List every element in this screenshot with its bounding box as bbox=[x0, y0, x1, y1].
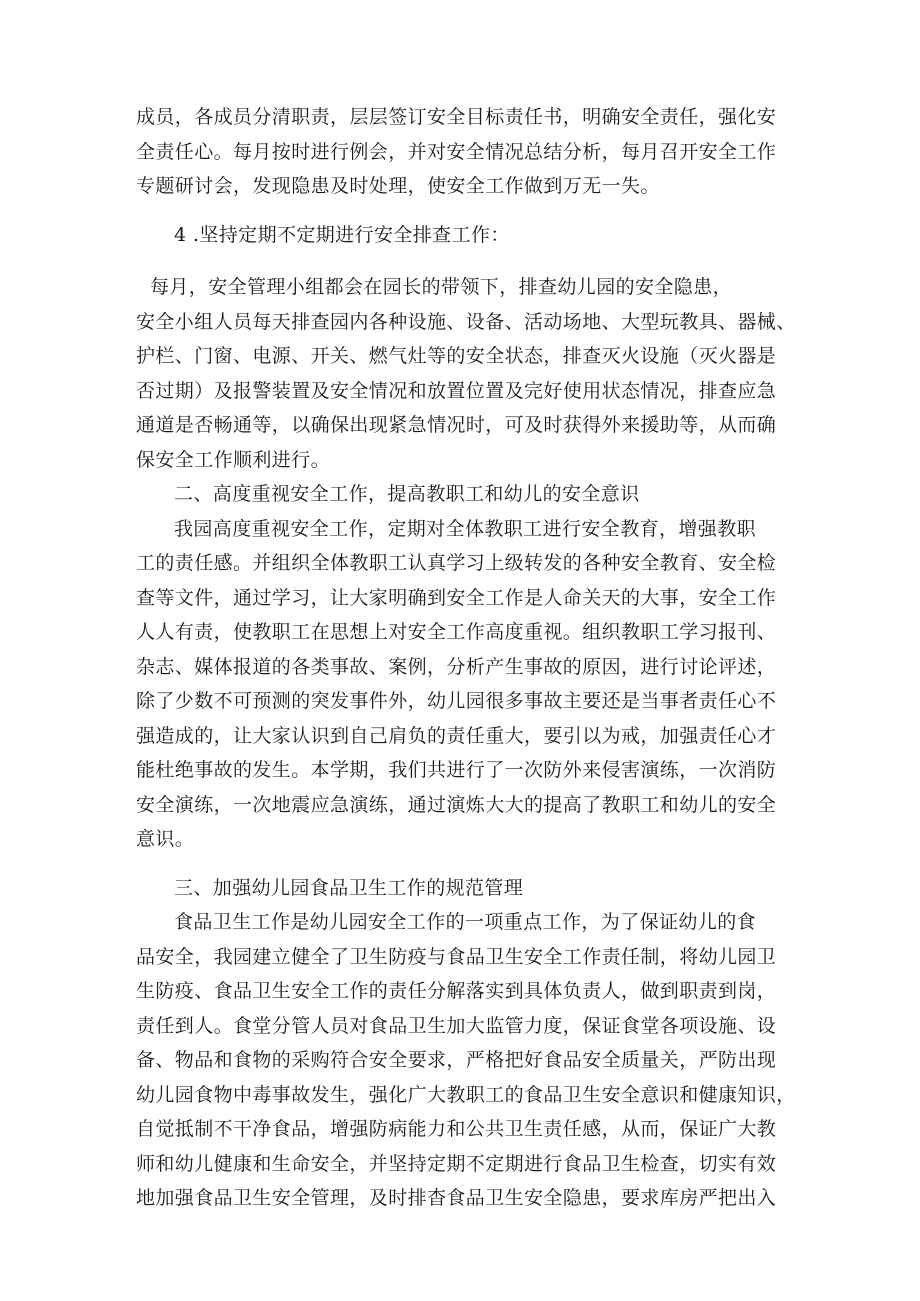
section-heading-2: 二、高度重视安全工作，提高教职工和幼儿的安全意识 bbox=[174, 483, 640, 505]
text-line: 备、物品和食物的采购符合安全要求，严格把好食品安全质量关，严防出现 bbox=[136, 1049, 777, 1071]
text-line: 地加强食品卫生安全管理，及时排杳食品卫生安全隐患，要求库房严把出入 bbox=[136, 1187, 777, 1209]
text-line: 查等文件，通过学习，让大家明确到安全工作是人命关天的大事，安全工作 bbox=[136, 586, 777, 609]
text-line: 护栏、门窗、电源、开关、燃气灶等的安全状态，排查灭火设施（灭火器是 bbox=[136, 345, 777, 367]
text-line: 杂志、媒体报道的各类事故、案例，分析产生事故的原因，进行讨论评述， bbox=[136, 655, 777, 678]
text-line: 除了少数不可预测的突发事件外，幼儿园很多事故主要还是当事者责任心不 bbox=[136, 690, 777, 712]
text-line: 我园高度重视安全工作，定期对全体教职工进行安全教育，增强教职 bbox=[174, 517, 757, 540]
text-line: 全责任心。每月按时进行例会，并对安全情况总结分析，每月召开安全工作 bbox=[136, 140, 777, 163]
document-body bbox=[136, 100, 796, 1216]
text-line: 品安全，我园建立健全了卫生防疫与食品卫生安全工作责任制，将幼儿园卫 bbox=[136, 945, 777, 968]
text-line: 师和幼儿健康和生命安全，并坚持定期不定期进行食品卫生检查，切实有效 bbox=[136, 1152, 777, 1175]
text-line: 责任到人。食堂分管人员对食品卫生加大监管力度，保证食堂各项设施、设 bbox=[136, 1014, 777, 1037]
section-heading-3: 三、加强幼儿园食品卫生工作的规范管理 bbox=[174, 876, 524, 899]
text-line: 保安全工作顺利进行。 bbox=[136, 448, 331, 471]
section-heading-4: 4 .坚持定期不定期进行安全排查工作： bbox=[174, 223, 510, 246]
text-line: 工的责任感。并组织全体教职工认真学习上级转发的各种安全教育、安全检 bbox=[136, 552, 777, 574]
paragraph-section-4 bbox=[136, 270, 796, 477]
text-line: 成员，各成员分清职责，层层签订安全目标责任书，明确安全责任，强化安 bbox=[136, 106, 777, 128]
paragraph-top bbox=[136, 100, 792, 204]
text-line: 人人有责，使教职工在思想上对安全工作高度重视。组织教职工学习报刊、 bbox=[136, 621, 777, 643]
text-line: 能杜绝事故的发生。本学期，我们共进行了一次防外来侵害演练，一次消防 bbox=[136, 759, 777, 781]
paragraph-section-2 bbox=[136, 512, 792, 857]
text-line: 意识。 bbox=[136, 828, 195, 850]
text-line: 每月，安全管理小组都会在园长的带领下，排查幼儿园的安全隐患， bbox=[150, 276, 733, 298]
text-line: 安全小组人员每天排查园内各种设施、设备、活动场地、大型玩教具、器械、 bbox=[136, 310, 796, 333]
text-line: 强造成的，让大家认识到自己肩负的责任重大，要引以为戒，加强责任心才 bbox=[136, 724, 777, 747]
text-line: 通道是否畅通等，以确保出现紧急情况时，可及时获得外来援助等，从而确 bbox=[136, 414, 777, 436]
text-line: 安全演练，一次地震应急演练，通过演炼大大的提高了教职工和幼儿的安全 bbox=[136, 793, 777, 816]
text-line: 自觉抵制不干净食品，增强防病能力和公共卫生责任感，从而，保证广大教 bbox=[136, 1118, 777, 1140]
text-line: 食品卫生工作是幼儿园安全工作的一项重点工作，为了保证幼儿的食 bbox=[174, 911, 757, 933]
text-line: 否过期）及报警装置及安全情况和放置位置及完好使用状态情况，排查应急 bbox=[136, 379, 777, 402]
text-line: 生防疫、食品卫生安全工作的责任分解落实到具体负责人，做到职责到岗， bbox=[136, 980, 777, 1002]
text-line: 幼儿园食物中毒事故发生，强化广大教职工的食品卫生安全意识和健康知识， bbox=[136, 1083, 796, 1106]
text-line: 专题研讨会，发现隐患及时处理，使安全工作做到万无一失。 bbox=[136, 175, 660, 197]
paragraph-section-3 bbox=[136, 905, 796, 1216]
